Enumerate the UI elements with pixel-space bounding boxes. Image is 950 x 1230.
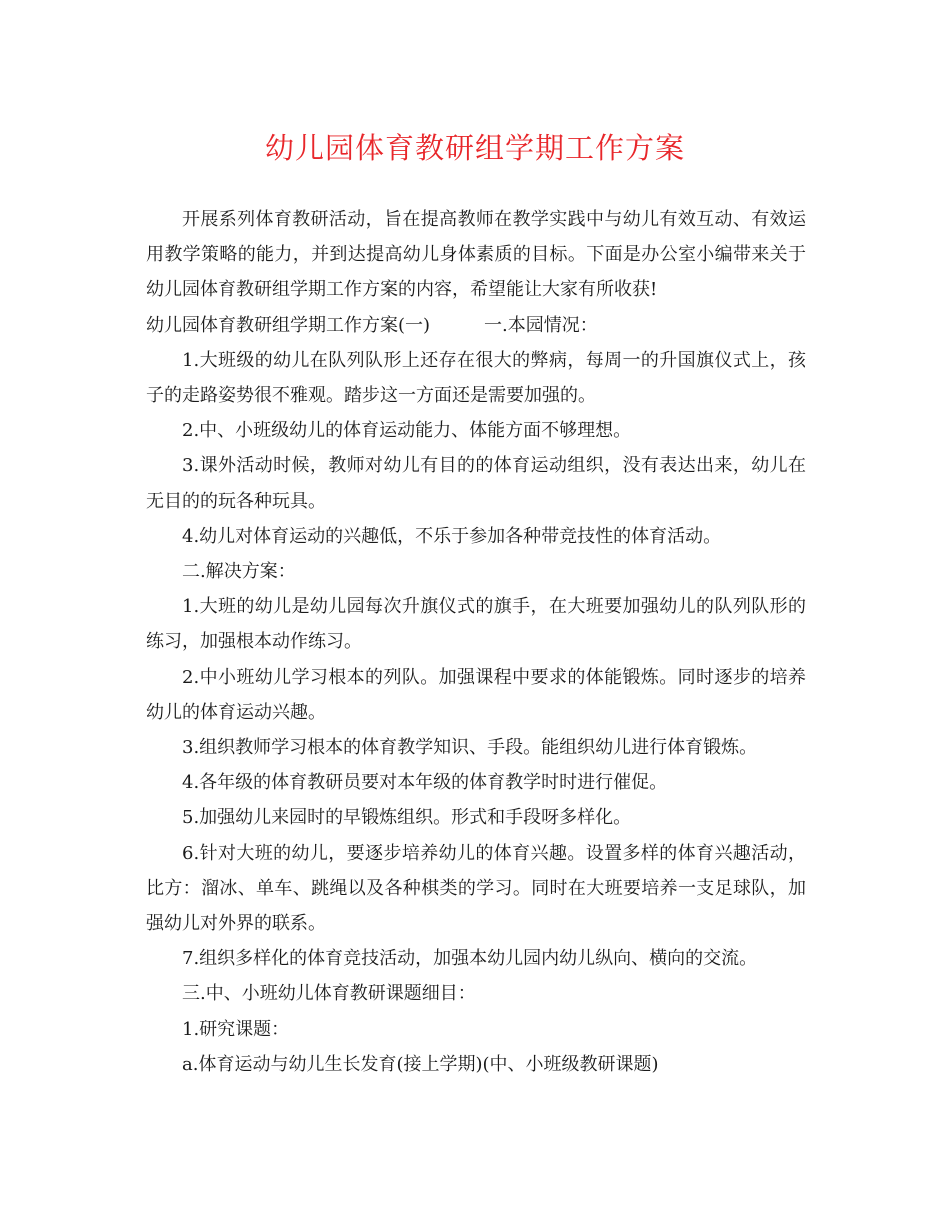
document-body: [146, 202, 806, 1082]
paragraph: a.体育运动与幼儿生长发育(接上学期)(中、小班级教研课题): [182, 1053, 659, 1075]
paragraph: 5.加强幼儿来园时的早锻炼组织。形式和手段呀多样化。: [182, 807, 632, 829]
paragraph: 1.大班的幼儿是幼儿园每次升旗仪式的旗手，在大班要加强幼儿的队列队形的练习，加强根本动作练习。: [146, 596, 806, 653]
paragraph: 3.课外活动时候，教师对幼儿有目的的体育运动组织，没有表达出来，幼儿在无目的的玩各种玩具。: [146, 455, 806, 512]
paragraph: 4.各年级的体育教研员要对本年级的体育教学时时进行催促。: [182, 772, 668, 794]
paragraph: 2.中、小班级幼儿的体育运动能力、体能方面不够理想。: [182, 420, 632, 442]
paragraph: 1.大班级的幼儿在队列队形上还存在很大的弊病，每周一的升国旗仪式上，孩子的走路姿势很不雅观。踏步这一方面还是需要加强的。: [146, 349, 806, 407]
plan-subtitle: 幼儿园体育教研组学期工作方案(一): [146, 314, 431, 336]
intro-paragraph: 开展系列体育教研活动，旨在提高教师在教学实践中与幼儿有效互动、有效运用教学策略的能力，并到达提高幼儿身体素质的目标。下面是办公室小编带来关于幼儿园体育教研组学期工作方案的内容，希望能让大家有所收获!: [146, 209, 806, 301]
section-one-heading: 一.本园情况：: [484, 314, 598, 336]
paragraph: 7.组织多样化的体育竞技活动，加强本幼儿园内幼儿纵向、横向的交流。: [182, 948, 758, 970]
document-title: 幼儿园体育教研组学期工作方案: [264, 131, 685, 165]
section-heading-line: [146, 308, 806, 343]
section-three-heading: 三.中、小班幼儿体育教研课题细目：: [182, 983, 476, 1005]
paragraph: 1.研究课题：: [182, 1018, 290, 1040]
paragraph: 3.组织教师学习根本的体育教学知识、手段。能组织幼儿进行体育锻炼。: [182, 737, 758, 759]
section-two-heading: 二.解决方案：: [182, 561, 296, 583]
paragraph: 2.中小班幼儿学习根本的列队。加强课程中要求的体能锻炼。同时逐步的培养幼儿的体育运动兴趣。: [146, 666, 806, 723]
paragraph: 6.针对大班的幼儿，要逐步培养幼儿的体育兴趣。设置多样的体育兴趣活动，比方：溜冰、单车、跳绳以及各种棋类的学习。同时在大班要培养一支足球队，加强幼儿对外界的联系。: [146, 842, 806, 935]
paragraph: 4.幼儿对体育运动的兴趣低，不乐于参加各种带竞技性的体育活动。: [182, 525, 722, 547]
